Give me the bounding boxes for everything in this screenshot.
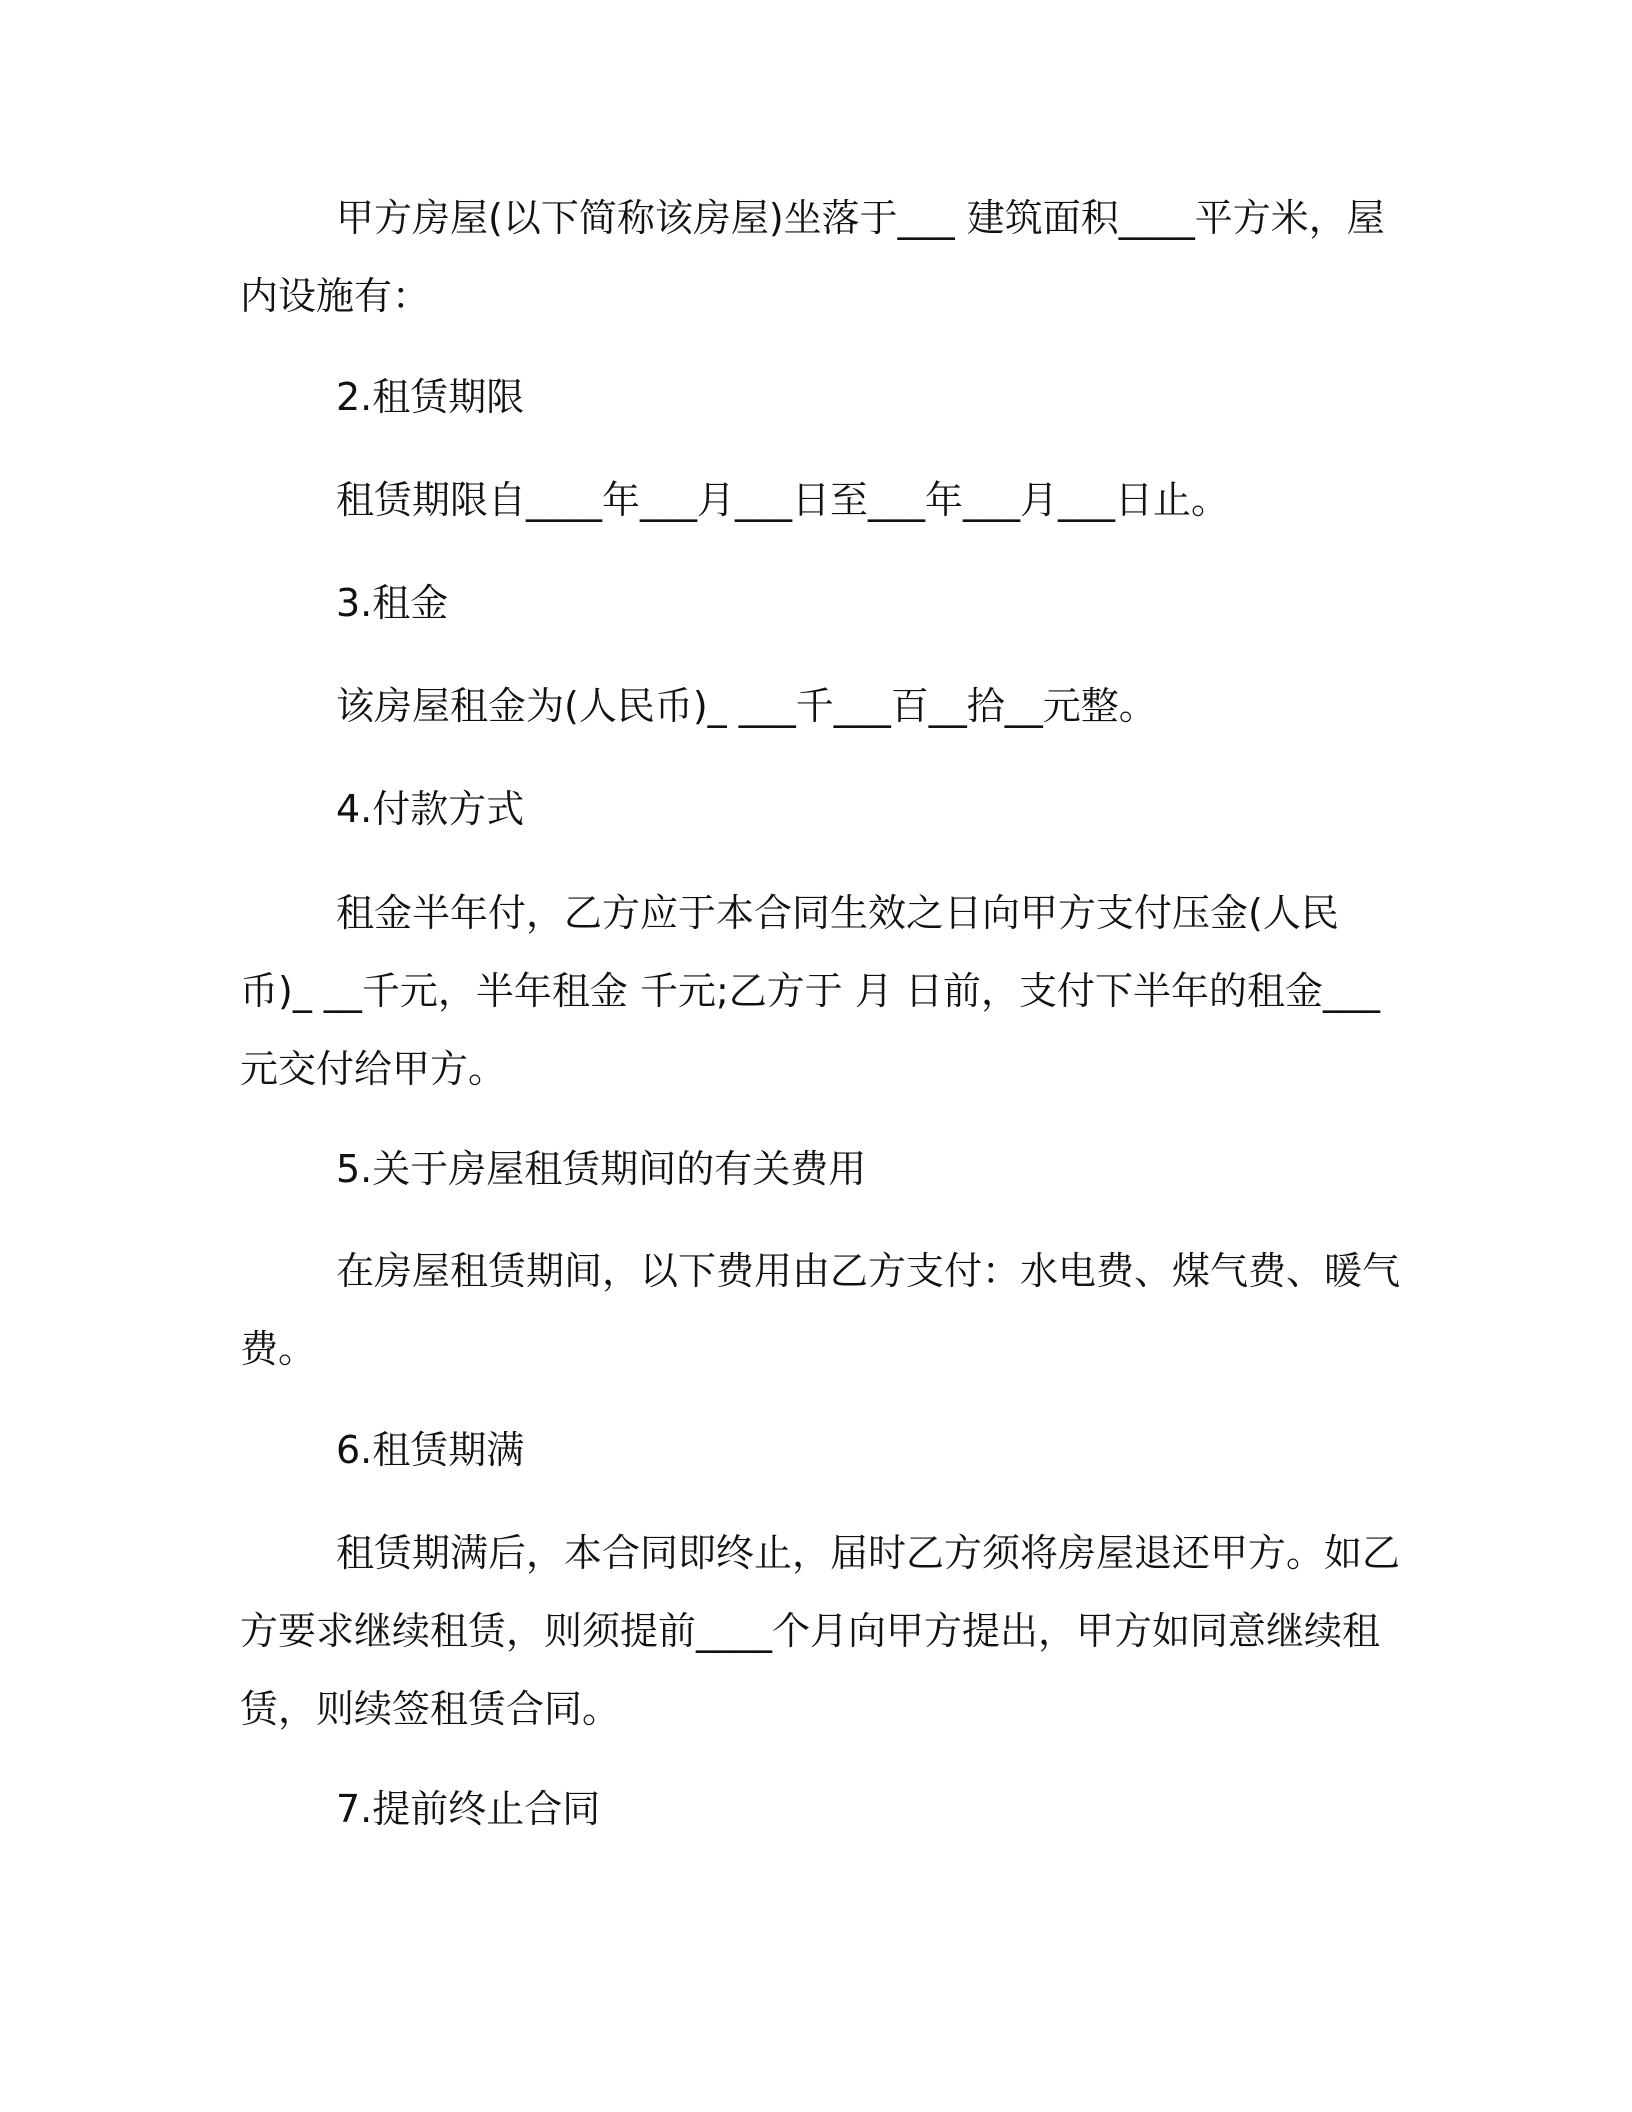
heading-early-termination	[240, 1770, 1390, 1848]
paragraph-line: 方要求继续租赁，则须提前____个月向甲方提出，甲方如同意继续租	[240, 1609, 1381, 1653]
heading-text: 5.关于房屋租赁期间的有关费用	[336, 1147, 867, 1191]
paragraph-payment-method	[240, 874, 1390, 1108]
heading-text: 2.租赁期限	[336, 375, 525, 419]
paragraph-line: 在房屋租赁期间，以下费用由乙方支付：水电费、煤气费、暖气	[336, 1249, 1401, 1293]
paragraph-line: 内设施有：	[240, 274, 431, 318]
paragraph-line: 赁，则续签租赁合同。	[240, 1687, 621, 1731]
heading-text: 7.提前终止合同	[336, 1787, 601, 1831]
paragraph-lease-term	[240, 461, 1390, 539]
paragraph-line: 费。	[240, 1327, 317, 1371]
paragraph-lease-expiry	[240, 1514, 1401, 1748]
paragraph-line: 租赁期满后，本合同即终止，届时乙方须将房屋退还甲方。如乙	[336, 1531, 1401, 1575]
paragraph-line: 该房屋租金为(人民币)_ ___千___百__拾__元整。	[336, 684, 1157, 728]
paragraph-line: 租赁期限自____年___月___日至___年___月___日止。	[336, 478, 1230, 522]
heading-lease-expiry	[240, 1411, 1390, 1489]
heading-text: 6.租赁期满	[336, 1428, 525, 1472]
heading-payment-method	[240, 770, 1390, 848]
heading-lease-term	[240, 358, 1390, 436]
paragraph-premises	[240, 179, 1390, 335]
heading-text: 4.付款方式	[336, 787, 525, 831]
heading-rent	[240, 564, 1390, 642]
heading-text: 3.租金	[336, 581, 449, 625]
paragraph-line: 租金半年付，乙方应于本合同生效之日向甲方支付压金(人民	[336, 891, 1339, 935]
paragraph-line: 币)_ __千元，半年租金 千元;乙方于 月 日前，支付下半年的租金___	[240, 969, 1380, 1013]
paragraph-rent	[240, 667, 1390, 745]
paragraph-line: 甲方房屋(以下简称该房屋)坐落于___ 建筑面积____平方米，屋	[336, 196, 1385, 240]
paragraph-fees	[240, 1232, 1401, 1388]
paragraph-line: 元交付给甲方。	[240, 1047, 507, 1091]
heading-fees	[240, 1130, 1390, 1208]
